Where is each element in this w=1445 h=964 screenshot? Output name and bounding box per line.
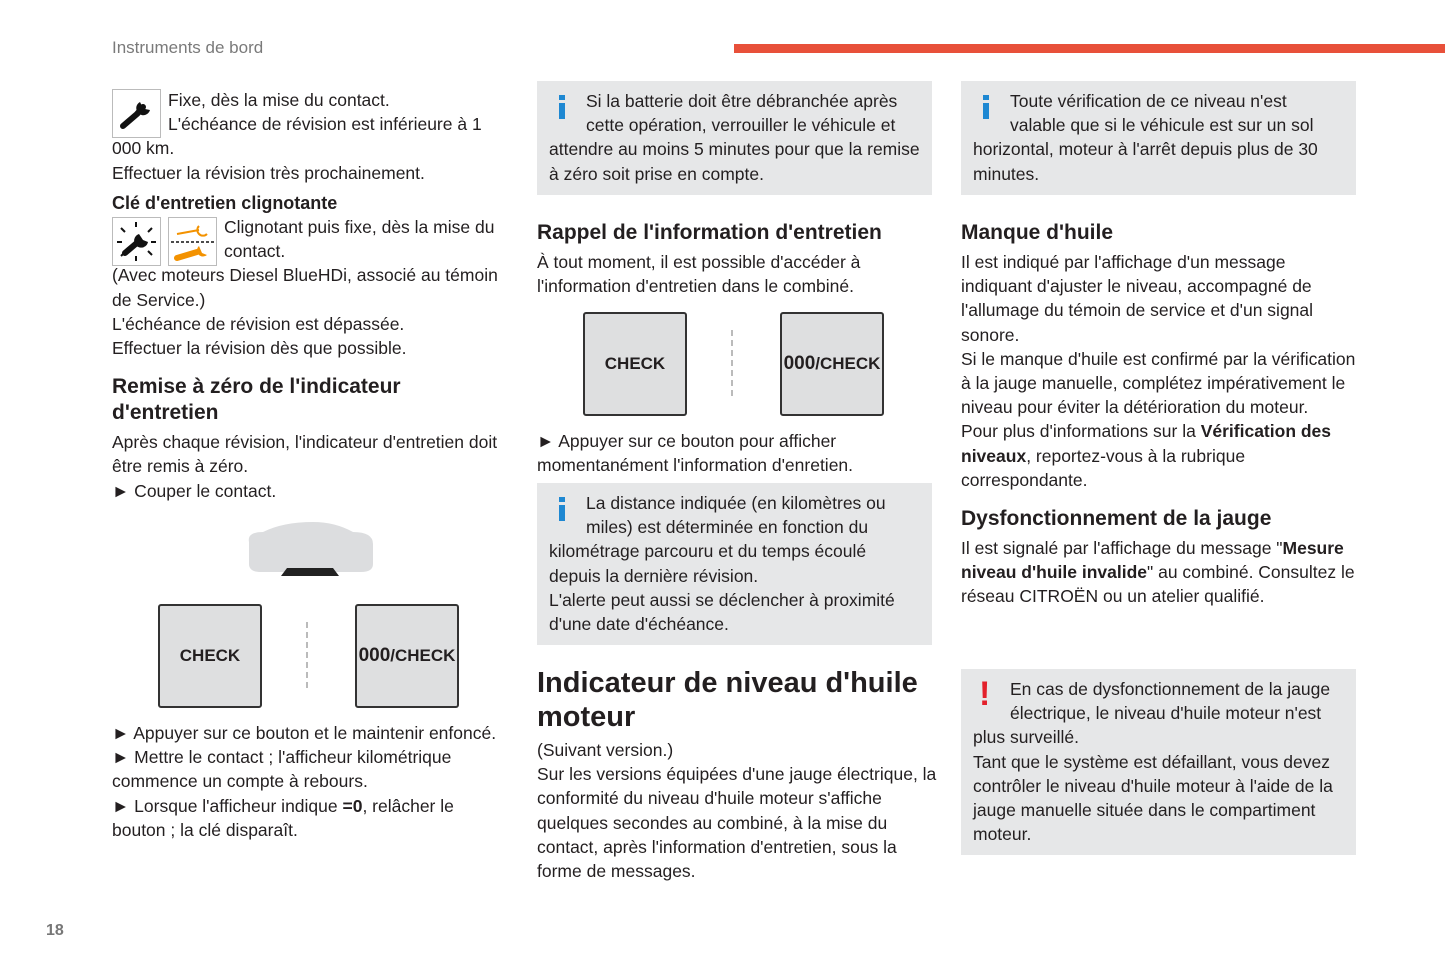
warning-icon: ! — [979, 675, 991, 713]
zero-check-button-illustration: 000 /CHECK — [355, 604, 459, 708]
fixed-text-1: Fixe, dès la mise du contact. — [168, 90, 390, 110]
reset-step-4: ► Lorsque l'afficheur indique =0, relâcher le bouton ; la clé disparaît. — [112, 795, 454, 840]
reset-step-2: ► Appuyer sur ce bouton et le maintenir enfoncé. — [112, 723, 497, 743]
lack-text-1: Il est indiqué par l'affichage d'un message indiquant d'ajuster le niveau, accompagné de l'allumage du témoin de service et d'un signal sonore. — [961, 252, 1314, 345]
blink-title: Clé d'entretien clignotante — [112, 192, 338, 213]
lack-title: Manque d'huile — [961, 221, 1113, 244]
info-box-level: Toute vérification de ce niveau n'est valable que si le véhicule est sur un sol horizontal, moteur à l'arrêt depuis plus de 30 minutes. — [961, 81, 1356, 195]
fixed-text-2: L'échéance de révision est inférieure à 1 000 km. — [112, 114, 482, 159]
oil-text: Sur les versions équipées d'une jauge électrique, la conformité du niveau d'huile moteur s'affiche quelques secondes au combiné, à la mise du contact, après l'information d'entretien, sous la forme de messages. — [537, 764, 937, 882]
car-dashboard-illustration — [243, 520, 377, 578]
header-accent-bar — [734, 44, 1445, 53]
blink-text-4: Effectuer la révision dès que possible. — [112, 338, 407, 359]
warning-box: ! En cas de dysfonctionnement de la jauge électrique, le niveau d'huile moteur n'est plus surveillé. Tant que le système est défaillant, vous devez contrôler le niveau d'huile moteur à l'aide de la jauge manuelle située dans le compartiment moteur. — [961, 669, 1356, 855]
check-button-illustration: CHECK — [158, 604, 262, 708]
reset-step-1: ► Couper le contact. — [112, 480, 277, 501]
fault-text: Il est signalé par l'affichage du message "Mesure niveau d'huile invalide" au combiné. Consultez le réseau CITROËN ou un atelier qualifié. — [961, 538, 1355, 607]
divider — [306, 622, 308, 688]
recall-title: Rappel de l'information d'entretien — [537, 221, 882, 244]
blink-text-2: (Avec moteurs Diesel BlueHDi, associé au témoin de Service.) — [112, 265, 498, 310]
fixed-text-3: Effectuer la révision très prochainement. — [112, 162, 425, 183]
check-button-illustration: CHECK — [583, 312, 687, 416]
fault-title: Dysfonctionnement de la jauge — [961, 507, 1272, 531]
lack-text-2: Si le manque d'huile est confirmé par la vérification à la jauge manuelle, complétez impérativement le niveau pour éviter la détérioration du moteur. — [961, 348, 1356, 418]
reset-step-3: ► Mettre le contact ; l'afficheur kilométrique commence un compte à rebours. — [112, 747, 452, 792]
oil-version: (Suivant version.) — [537, 740, 674, 760]
divider — [731, 330, 733, 396]
oil-title: Indicateur de niveau d'huile moteur — [537, 667, 918, 733]
section-title: Instruments de bord — [112, 38, 264, 57]
recall-step: ► Appuyer sur ce bouton pour afficher momentanément l'information d'enretien. — [537, 431, 854, 476]
info-icon — [549, 491, 586, 539]
zero-check-button-illustration: 000 /CHECK — [780, 312, 884, 416]
reset-title: Remise à zéro de l'indicateur d'entretien — [112, 375, 401, 425]
reset-intro: Après chaque révision, l'indicateur d'entretien doit être remis à zéro. — [112, 432, 498, 477]
info-box-distance: La distance indiquée (en kilomètres ou miles) est déterminée en fonction du kilométrage parcouru et du temps écoulé depuis la dernière révision. L'alerte peut aussi se déclencher à proximité d'une date d'échéance. — [537, 483, 932, 645]
recall-text: À tout moment, il est possible d'accéder à l'information d'entretien dans le combiné. — [537, 252, 861, 297]
info-icon — [549, 89, 586, 137]
page-number: 18 — [46, 922, 64, 939]
blink-text-3: L'échéance de révision est dépassée. — [112, 313, 405, 334]
lack-text-3: Pour plus d'informations sur la Vérification des niveaux, reportez-vous à la rubrique correspondante. — [961, 421, 1332, 490]
info-box-battery: Si la batterie doit être débranchée après cette opération, verrouiller le véhicule et attendre au moins 5 minutes pour que la remise à zéro soit prise en compte. — [537, 81, 932, 195]
info-icon — [973, 89, 1010, 137]
blink-text-1: Clignotant puis fixe, dès la mise du contact. — [224, 217, 495, 262]
